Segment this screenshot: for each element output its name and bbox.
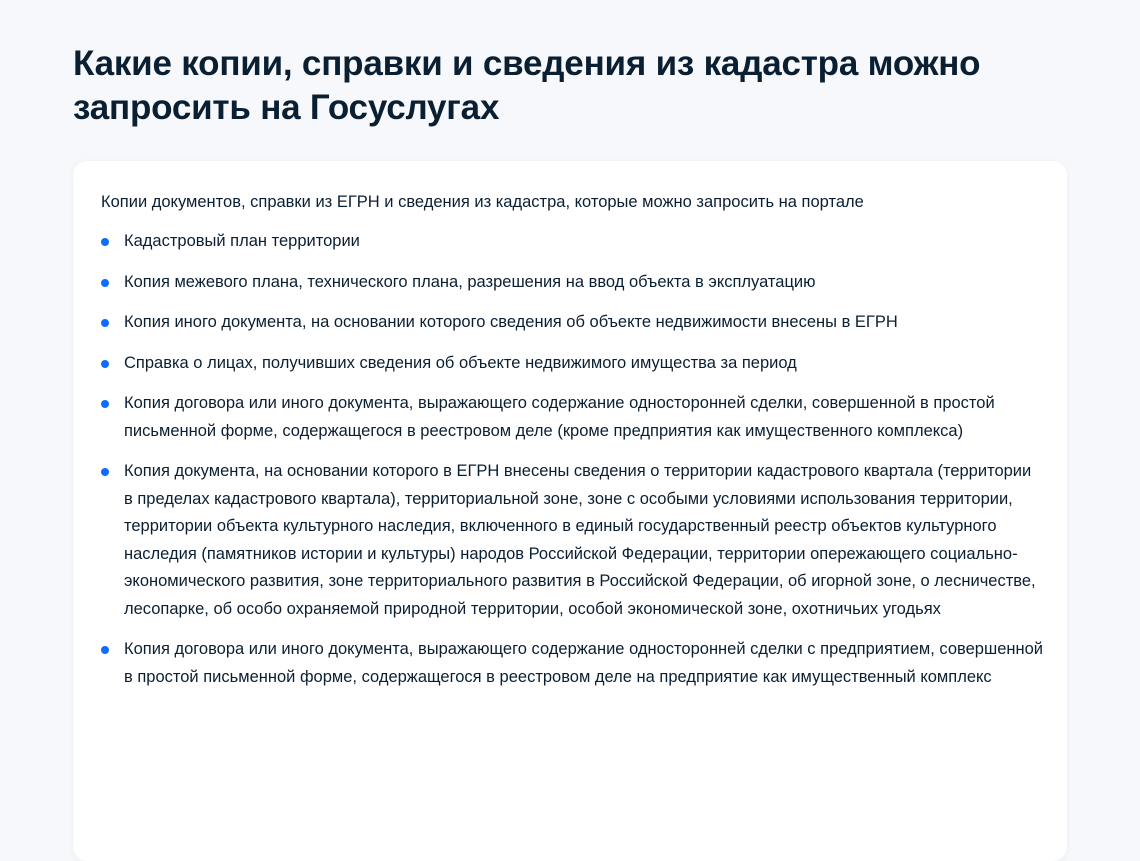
list-item [101,350,1044,378]
list-item-text: Копия межевого плана, технического плана, разрешения на ввод объекта в эксплуатацию [124,272,816,291]
card-intro: Копии документов, справки из ЕГРН и сведения из кадастра, которые можно запросить на портале [101,193,864,211]
page-title: Какие копии, справки и сведения из кадастра можно запросить на Госуслугах [73,44,981,127]
bullet-icon [101,400,109,408]
documents-card [73,161,1067,861]
list-item [101,390,1044,445]
bullet-icon [101,646,109,654]
list-item-text: Справка о лицах, получивших сведения об объекте недвижимого имущества за период [124,353,797,372]
bullet-icon [101,468,109,476]
list-item [101,458,1044,623]
bullet-icon [101,360,109,368]
list-item-text: Копия договора или иного документа, выражающего содержание односторонней сделки, совершенной в простой письменной форме, содержащегося в реестровом деле (кроме предприятия как имущественного комплекса) [124,394,995,440]
list-item-text: Копия иного документа, на основании которого сведения об объекте недвижимости внесены в ЕГРН [124,313,898,331]
list-item [101,228,1044,256]
list-item-text: Копия документа, на основании которого в ЕГРН внесены сведения о территории кадастрового квартала (территории в пределах кадастрового квартала), территориальной зоне, зоне с особыми условиями использования территории, территории объекта культурного наследия, включенного в единый государственный реестр объектов культурного наследия (памятников истории и культуры) народов Российской Федерации, территории опережающего социально-экономического развития, зоне территориального развития в Российской Федерации, об игорной зоне, о лесничестве, лесопарке, об особо охраняемой природной территории, особой экономической зоне, охотничьих угодьях [124,462,1036,618]
bullet-icon [101,238,109,246]
list-item [101,269,1044,297]
documents-list [101,228,1043,691]
list-item [101,636,1044,691]
bullet-icon [101,279,109,287]
bullet-icon [101,319,109,327]
list-item-text: Копия договора или иного документа, выражающего содержание односторонней сделки с предприятием, совершенной в простой письменной форме, содержащегося в реестровом деле на предприятие как имущественный комплекс [124,640,1043,686]
list-item [101,309,1044,337]
list-item-text: Кадастровый план территории [124,232,360,250]
